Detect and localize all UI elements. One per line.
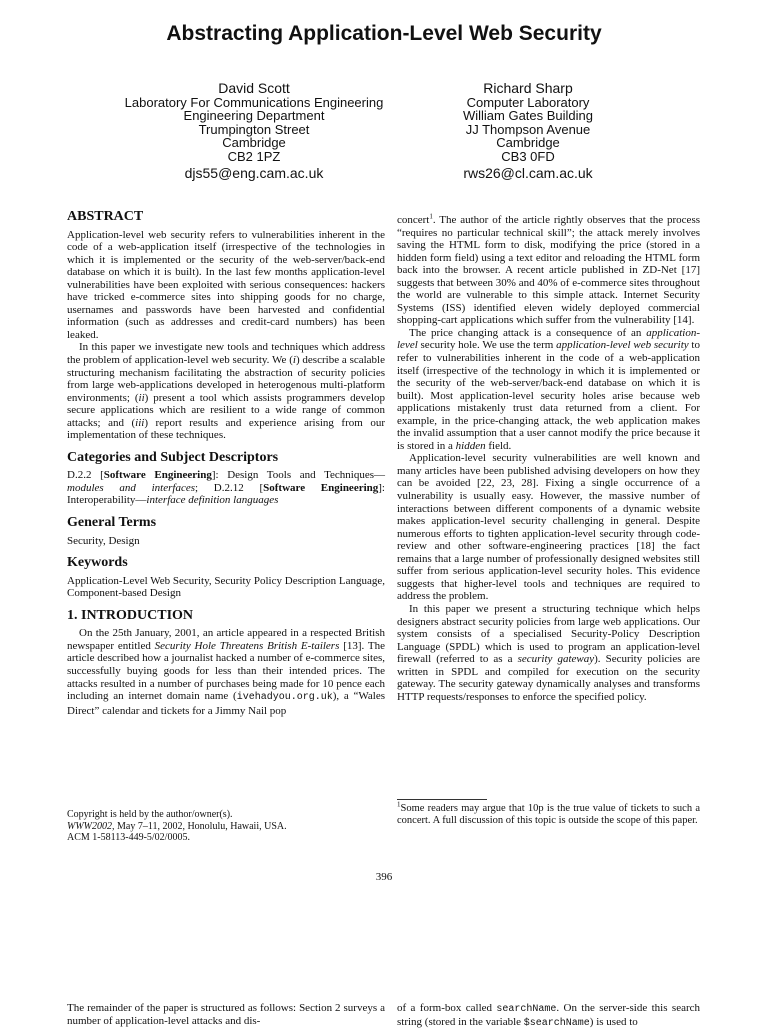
footnote-rule (397, 799, 487, 800)
next-page-right-text: of a form-box called searchName. On the server-side this search string (stored in the variable $searchName) is used to (397, 1002, 700, 1029)
author-affiliation-line: Laboratory For Communications Engineering (124, 94, 384, 110)
author-email: djs55@eng.cam.ac.uk (184, 165, 324, 181)
author-name: David Scott (218, 80, 290, 96)
author-affiliation-line: JJ Thompson Avenue (465, 121, 591, 137)
categories-text: D.2.2 [Software Engineering]: Design Tools and Techniques—modules and interfaces; D.2.12 [Software Engineering]: Interoperability—interface definition languages (67, 469, 386, 507)
introduction-heading: 1. INTRODUCTION (67, 607, 194, 623)
abstract-paragraph: In this paper we investigate new tools and techniques which address the problem of application-level web security. We (i) describe a scalable structuring mechanism facilitating the abstraction of security policies from large web-applications developed in heterogenous multi-platform environments; (ii) present a tool which assists programmers develop secure applications which are resilient to a wide range of common attacks; and (iii) report results and experience arising from our implementation of these techniques. (67, 341, 386, 442)
author-affiliation-line: Computer Laboratory (466, 94, 590, 110)
body-paragraph: In this paper we present a structuring technique which helps designers abstract security policies from large web applications. Our system consists of a specialised Security-Policy Description Language (SPDL) which is used to program an application-level firewall (referred to as a security gateway). Security policies are written in SPDL and compiled for execution on the security gateway. The security gateway dynamically analyses and transforms HTTP requests/responses to enforce the specified policy. (397, 602, 700, 703)
author-affiliation-line: CB3 0FD (501, 148, 555, 164)
footnote: $^1$Some readers may argue that 10p is the true value of tickets to such a concert. A full discussion of this topic is outside the scope of this paper. (397, 800, 700, 826)
footnote-marker: 1 (429, 212, 433, 221)
keywords-heading: Keywords (67, 555, 128, 571)
author-affiliation-line: Cambridge (496, 135, 560, 150)
general-terms-text: Security, Design (67, 534, 140, 547)
paper-title: Abstracting Application-Level Web Security (166, 22, 602, 45)
abstract-heading: ABSTRACT (67, 209, 144, 224)
abstract-paragraph: Application-level web security refers to vulnerabilities inherent in the code of a web-application itself (irrespective of the technologies in which it is implemented or the security of the web-server/back-end database on which it is built). In the last few months application-level vulnerabilities have been exploited with serious consequences: hackers have tricked e-commerce sites into shipping goods for no charge, usernames and passwords have been harvested and confidential information (such as addresses and credit-card numbers) has been leaked. (67, 228, 385, 341)
next-page-left-text: The remainder of the paper is structured as follows: Section 2 surveys a number of application-level attacks and dis- (67, 1002, 385, 1027)
page-number: 396 (375, 871, 393, 883)
body-paragraph: concert$^1$. The author of the article rightly observes that the process “requires no particular technical skill”; the attack merely involves saving the HTML form to disk, modifying the price (stored in a hidden form field) using a text editor and reloading the HTML form back into the browser. A recent article published in ZD-Net [17] suggests that between 30% and 40% of e-commerce sites throughout the world are vulnerable to this simple attack. Internet Security Systems (ISS) identified eleven widely deployed commercial shopping-cart applications which suffer from the vulnerability [14]. (397, 212, 700, 327)
categories-heading: Categories and Subject Descriptors (67, 449, 279, 465)
introduction-paragraph: On the 25th January, 2001, an article appeared in a respected British newspaper entitled Security Hole Threatens British E-tailers [13]. The article described how a journalist hacked a number of e-commerce sites, successfully buying goods for less than their intended prices. The attacks resulted in a number of purchases being made for 10 pence each including an internet domain name (ivehadyou.org.uk), a “Wales Direct” calendar and tickets for a Jimmy Nail pop (67, 627, 385, 717)
author-affiliation-line: Trumpington Street (198, 121, 310, 137)
keywords-text: Application-Level Web Security, Security Policy Description Language, Component-based Design (67, 574, 385, 600)
author-block-scott (114, 82, 394, 181)
body-paragraph: The price changing attack is a consequence of an application-level security hole. We use the term application-level web security to refer to vulnerabilities inherent in the code of a web-application itself (irrespective of the technology in which it is implemented or the security of the web-server/back-end database on which it is built). Most application-level security holes arise because web applications mistakenly trust data returned from a client. For example, in the price-changing attack, the web application makes the invalid assumption that a user cannot modify the price because it is stored in a hidden field. (397, 326, 700, 452)
author-affiliation-line: Engineering Department (183, 108, 325, 123)
copyright-notice: Copyright is held by the author/owner(s). WWW2002, May 7–11, 2002, Honolulu, Hawaii, USA. ACM 1-58113-449-5/02/0005. (67, 809, 287, 843)
body-paragraph: Application-level security vulnerabilities are well known and many articles have been published advising developers on how they can be avoided [22, 23, 28]. Fixing a single occurrence of a vulnerability is usually easy. However, the massive number of interactions between different components of a dynamic website makes application-level security challenging in general. Despite numerous efforts to tighten application-level security through code-review and other software-engineering practices [18] the fact remains that a large number of professionally designed websites still suffer from serious application-level security holes. This evidence suggests that higher-level tools and techniques are required to address the problem. (397, 452, 700, 603)
author-block-sharp (388, 82, 668, 181)
author-affiliation-line: William Gates Building (462, 108, 594, 123)
author-affiliation-line: CB2 1PZ (227, 148, 281, 164)
general-terms-heading: General Terms (67, 515, 157, 531)
author-name: Richard Sharp (483, 80, 573, 96)
right-column (397, 214, 700, 703)
author-email: rws26@cl.cam.ac.uk (463, 165, 593, 181)
left-column (67, 211, 385, 717)
author-affiliation-line: Cambridge (222, 135, 286, 150)
